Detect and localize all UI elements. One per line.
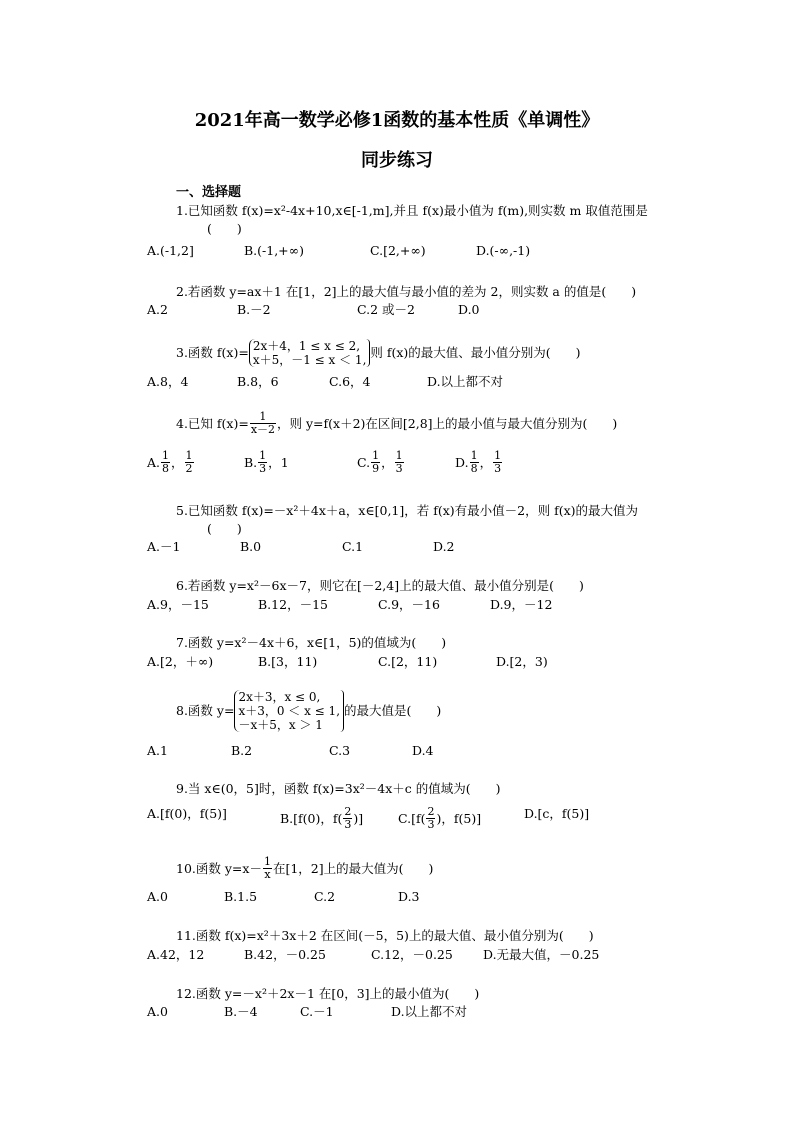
q4-option-b xyxy=(244,450,289,475)
q4-c-frac1-num: 1 xyxy=(372,449,380,462)
question-3 xyxy=(176,339,581,367)
q12-option-b: B.－4 xyxy=(224,1004,258,1019)
page-subtitle: 同步练习 xyxy=(361,150,433,171)
q4-c-frac1-den: 9 xyxy=(372,462,380,475)
q10-suffix: 在[1，2]上的最大值为( ) xyxy=(272,860,434,876)
q6-option-b: B.12，－15 xyxy=(258,597,328,612)
question-5-paren: ( ) xyxy=(207,521,242,536)
q4-b-frac-num: 1 xyxy=(259,449,267,462)
question-7: 7.函数 y=x²－4x＋6，x∈[1，5)的值域为( ) xyxy=(176,635,447,650)
q4-a-frac2-den: 2 xyxy=(185,462,193,475)
q6-option-d: D.9，－12 xyxy=(490,597,553,612)
q12-option-c: C.－1 xyxy=(300,1004,334,1019)
q5-option-d: D.2 xyxy=(433,539,455,554)
q4-d-frac2-num: 1 xyxy=(494,449,502,462)
section-heading: 一、选择题 xyxy=(176,185,242,200)
q3-piecewise xyxy=(249,339,367,367)
q4-frac-den: x－2 xyxy=(250,423,276,436)
q3-option-a: A.8，4 xyxy=(147,374,189,389)
q10-fraction xyxy=(263,856,272,881)
q4-fraction xyxy=(250,411,276,436)
q4-option-a xyxy=(147,450,195,475)
q4-a-frac1-den: 8 xyxy=(162,462,170,475)
q11-option-d: D.无最大值，－0.25 xyxy=(483,947,600,962)
q8-option-b: B.2 xyxy=(231,743,253,758)
q10-prefix: 10.函数 y=x－ xyxy=(176,860,262,876)
q4-d-frac2-den: 3 xyxy=(494,462,502,475)
q8-option-d: D.4 xyxy=(412,743,434,758)
q1-option-c: C.[2,+∞) xyxy=(370,243,426,258)
q8-case-3: －x＋5，x ＞ 1 xyxy=(238,718,323,732)
q9-b-frac-den: 3 xyxy=(344,818,352,831)
q4-option-d xyxy=(455,450,503,475)
q3-option-c: C.6，4 xyxy=(329,374,371,389)
q4-d-sep: ， xyxy=(479,454,493,470)
q3-suffix: 则 f(x)的最大值、最小值分别为( ) xyxy=(370,345,581,360)
q6-option-c: C.9，－16 xyxy=(378,597,440,612)
q7-option-b: B.[3，11) xyxy=(258,654,318,669)
q4-a-frac2-num: 1 xyxy=(185,449,193,462)
q8-option-a: A.1 xyxy=(147,743,168,758)
question-12: 12.函数 y=－x²＋2x－1 在[0，3]上的最小值为( ) xyxy=(176,986,480,1001)
q2-option-c: C.2 或－2 xyxy=(357,302,415,317)
q8-option-c: C.3 xyxy=(329,743,351,758)
q11-option-b: B.42，－0.25 xyxy=(244,947,326,962)
q4-c-sep: ， xyxy=(381,454,394,470)
q9-c-frac-num: 2 xyxy=(427,805,435,818)
q11-option-a: A.42，12 xyxy=(147,947,205,962)
q10-frac-num: 1 xyxy=(263,855,271,868)
q10-option-c: C.2 xyxy=(314,889,336,904)
q8-prefix: 8.函数 y= xyxy=(176,703,235,718)
q5-option-a: A.－1 xyxy=(147,539,181,554)
q7-option-d: D.[2，3) xyxy=(496,654,548,669)
q3-option-b: B.8，6 xyxy=(237,374,279,389)
question-10 xyxy=(176,856,433,881)
q1-option-b: B.(-1,+∞) xyxy=(244,243,304,258)
q9-b-post: )] xyxy=(353,810,364,826)
q4-frac-num: 1 xyxy=(250,411,276,424)
question-1-paren: ( ) xyxy=(207,221,242,236)
q9-option-a: A.[f(0)，f(5)] xyxy=(147,806,227,821)
q4-a-frac1-num: 1 xyxy=(162,449,170,462)
q9-c-post: )，f(5)] xyxy=(436,810,482,826)
question-6: 6.若函数 y=x²－6x－7，则它在[－2,4]上的最大值、最小值分别是( ) xyxy=(176,578,584,593)
q5-option-b: B.0 xyxy=(240,539,262,554)
q8-case-1: 2x＋3，x ≤ 0, xyxy=(238,690,321,704)
q3-case-2: x＋5，－1 ≤ x ＜ 1, xyxy=(252,353,367,367)
q4-c-frac2-num: 1 xyxy=(395,449,403,462)
q9-b-frac-num: 2 xyxy=(344,805,352,818)
q4-a-sep: ， xyxy=(171,454,184,470)
q2-option-a: A.2 xyxy=(147,302,168,317)
q10-option-b: B.1.5 xyxy=(224,889,258,904)
q9-b-pre: B.[f(0)，f( xyxy=(280,810,343,826)
q4-b-frac-den: 3 xyxy=(259,462,267,475)
question-8 xyxy=(176,690,441,732)
q4-prefix: 4.已知 f(x)= xyxy=(176,415,249,431)
q3-option-d: D.以上都不对 xyxy=(427,374,504,389)
q4-a-label: A. xyxy=(147,454,161,470)
q4-d-label: D. xyxy=(455,454,469,470)
q1-option-a: A.(-1,2] xyxy=(147,243,194,258)
question-11: 11.函数 f(x)=x²＋3x＋2 在区间(－5，5)上的最大值、最小值分别为( ) xyxy=(176,928,594,943)
q1-option-d: D.(-∞,-1) xyxy=(476,243,531,258)
q4-suffix: ，则 y=f(x＋2)在区间[2,8]上的最小值与最大值分别为( ) xyxy=(277,415,618,431)
q4-b-sep: ， xyxy=(268,454,281,470)
question-5: 5.已知函数 f(x)=－x²＋4x＋a，x∈[0,1]，若 f(x)有最小值－2，则 f(x)的最大值为 xyxy=(176,503,639,518)
question-9: 9.当 x∈(0，5]时，函数 f(x)=3x²－4x＋c 的值域为( ) xyxy=(176,781,501,796)
question-4 xyxy=(176,411,617,436)
q2-option-b: B.－2 xyxy=(237,302,271,317)
q9-option-c xyxy=(398,806,481,831)
q8-suffix: 的最大值是( ) xyxy=(344,703,442,718)
q4-b-label: B. xyxy=(244,454,258,470)
q10-option-a: A.0 xyxy=(147,889,168,904)
q4-c-frac2-den: 3 xyxy=(395,462,403,475)
q4-d-frac1-den: 8 xyxy=(470,462,478,475)
q3-case-1: 2x＋4，1 ≤ x ≤ 2, xyxy=(252,339,361,353)
question-1: 1.已知函数 f(x)=x²-4x+10,x∈[-1,m],并且 f(x)最小值为 f(m),则实数 m 取值范围是 xyxy=(176,203,648,218)
q10-option-d: D.3 xyxy=(398,889,420,904)
q8-case-2: x＋3，0 ＜ x ≤ 1, xyxy=(238,704,341,718)
q9-c-frac-den: 3 xyxy=(427,818,435,831)
q11-option-c: C.12，－0.25 xyxy=(371,947,453,962)
page-title: 2021年高一数学必修1函数的基本性质《单调性》 xyxy=(194,110,600,131)
q4-b-value: 1 xyxy=(280,454,289,470)
q2-option-d: D.0 xyxy=(458,302,480,317)
q3-prefix: 3.函数 f(x)= xyxy=(176,345,249,360)
q4-option-c xyxy=(357,450,405,475)
q9-c-pre: C.[f( xyxy=(398,810,426,826)
q8-piecewise xyxy=(234,690,340,732)
q5-option-c: C.1 xyxy=(342,539,364,554)
q6-option-a: A.9，－15 xyxy=(147,597,209,612)
q9-option-b xyxy=(280,806,363,831)
q10-frac-den: x xyxy=(264,868,271,881)
question-2: 2.若函数 y=ax＋1 在[1，2]上的最大值与最小值的差为 2，则实数 a 的值是( ) xyxy=(176,284,637,299)
q4-d-frac1-num: 1 xyxy=(470,449,478,462)
q12-option-a: A.0 xyxy=(147,1004,168,1019)
q9-option-d: D.[c，f(5)] xyxy=(524,806,590,821)
q7-option-a: A.[2，＋∞) xyxy=(147,654,214,669)
q12-option-d: D.以上都不对 xyxy=(391,1004,468,1019)
q7-option-c: C.[2，11) xyxy=(378,654,438,669)
q4-c-label: C. xyxy=(357,454,371,470)
